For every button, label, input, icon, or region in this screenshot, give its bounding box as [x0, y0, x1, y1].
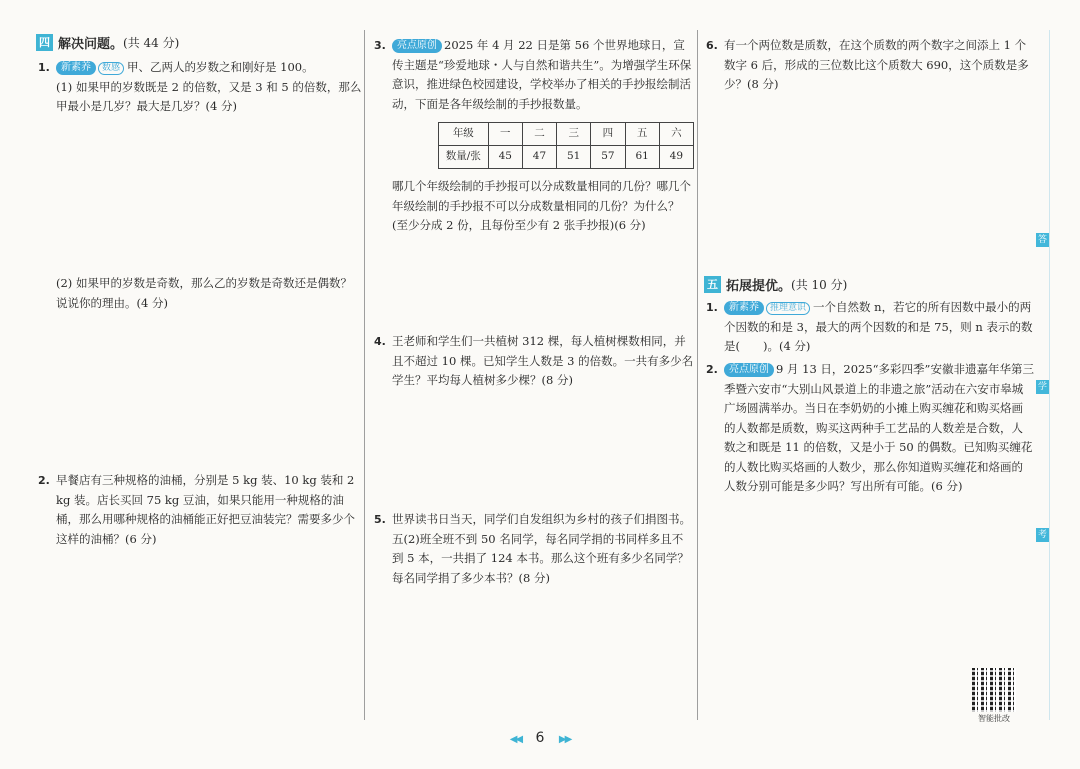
question-2-text: 早餐店有三种规格的油桶，分别是 5 kg 装、10 kg 装和 2 kg 装。店长买回 75 kg 豆油，如果只能用一种规格的油桶，那么用哪种规格的油桶能正好把豆油装完？需要多少个这样的油桶？(6 分) — [56, 473, 355, 546]
question-5-text: 世界读书日当天，同学们自发组织为乡村的孩子们捐图书。五(2)班全班不到 50 名同学，每名同学捐的书同样多且不到 5 本，一共捐了 124 本书。那么这个班有多少名同学？每名同学捐了多少本书？(8 分) — [392, 512, 691, 585]
drawing-count-table — [438, 122, 694, 169]
table-row-label: 数量/张 — [439, 146, 489, 169]
table-cell: 57 — [591, 146, 625, 169]
question-4 — [372, 332, 694, 391]
page-number: 6 — [535, 730, 545, 746]
table-cell: 45 — [488, 146, 522, 169]
next-page-arrow-icon: ▶▶ — [558, 734, 571, 745]
section-5-number: 五 — [704, 276, 721, 293]
question-5-2-number: 2. — [706, 363, 718, 376]
table-cell: 一 — [488, 123, 522, 146]
section-4-number: 四 — [36, 34, 53, 51]
question-6-text: 有一个两位数是质数，在这个质数的两个数字之间添上 1 个数字 6 后，形成的三位数比这个质数大 690，这个质数是多少？(8 分) — [724, 38, 1029, 91]
section-5-header — [704, 272, 847, 296]
question-3 — [372, 36, 694, 236]
question-3-text: 2025 年 4 月 22 日是第 56 个世界地球日，宣传主题是“珍爱地球・人与自然和谐共生”。为增强学生环保意识，推进绿色校园建设，学校举办了相关的手抄报绘制活动，下面是各年级绘制的手抄报数量。 — [392, 38, 692, 111]
question-6-number: 6. — [706, 39, 718, 52]
question-1-part-2: (2) 如果甲的岁数是奇数，那么乙的岁数是奇数还是偶数？说说你的理由。(4 分) — [56, 276, 352, 310]
table-cell: 51 — [557, 146, 591, 169]
question-5-2-tag: 亮点原创 — [724, 363, 774, 377]
table-row — [439, 146, 694, 169]
section-4-header — [36, 30, 179, 54]
table-cell: 47 — [522, 146, 556, 169]
page-footer — [0, 730, 1080, 746]
qr-code[interactable] — [972, 668, 1016, 712]
column-3 — [704, 30, 1034, 720]
question-2 — [36, 471, 362, 549]
table-cell: 61 — [625, 146, 659, 169]
question-5-1-subtag: 推理意识 — [766, 302, 810, 315]
question-3-question: 哪几个年级绘制的手抄报可以分成数量相同的几份？哪几个年级绘制的手抄报不可以分成数量相同的几份？为什么？(至少分成 2 份，且每份至少有 2 张手抄报)(6 分) — [392, 179, 691, 232]
question-2-number: 2. — [38, 474, 50, 487]
column-divider-2 — [697, 30, 698, 720]
question-1-text: 甲、乙两人的岁数之和刚好是 100。 — [127, 60, 314, 74]
column-divider-1 — [364, 30, 365, 720]
table-cell: 二 — [522, 123, 556, 146]
table-header-row — [439, 123, 694, 146]
question-4-text: 王老师和学生们一共植树 312 棵，每人植树棵数相同，并且不超过 10 棵。已知学生人数是 3 的倍数。一共有多少名学生？平均每人植树多少棵？(8 分) — [392, 334, 694, 387]
table-cell: 三 — [557, 123, 591, 146]
question-5-number: 5. — [374, 513, 386, 526]
column-2 — [372, 30, 694, 720]
table-cell: 六 — [659, 123, 693, 146]
section-5-points: (共 10 分) — [791, 277, 848, 292]
question-4-number: 4. — [374, 335, 386, 348]
question-5-1-text: 一个自然数 n，若它的所有因数中最小的两个因数的和是 3，最大的两个因数的和是 75，则 n 表示的数是( )。(4 分) — [724, 300, 1033, 353]
section-4-title: 解决问题。 — [58, 36, 124, 52]
question-5-2 — [704, 360, 1034, 497]
question-5-1-tag: 新素养 — [724, 301, 764, 315]
question-5 — [372, 510, 694, 588]
question-1-subtag: 数感 — [98, 62, 124, 75]
table-cell: 四 — [591, 123, 625, 146]
question-5-2-text: 9 月 13 日，2025“多彩四季”安徽非遗嘉年华第三季暨六安市“大别山风景道上的非遗之旅”活动在六安市皋城广场圆满举办。当日在李奶奶的小摊上购买缠花和购买烙画的人数都是质数，购买这两种手工艺品的人数差是合数，人数之和既是 11 的倍数，又是小于 50 的偶数。已知购买缠花的人数比购买烙画的人数少，那么你知道购买缠花和烙画的人数分别可能是多少吗？写出所有可能。(6 分) — [724, 362, 1034, 493]
question-3-number: 3. — [374, 39, 386, 52]
prev-page-arrow-icon: ◀◀ — [509, 734, 522, 745]
qr-label: 智能批改 — [978, 714, 1010, 723]
table-cell: 五 — [625, 123, 659, 146]
side-guide-line — [1049, 30, 1050, 720]
table-header-label: 年级 — [439, 123, 489, 146]
question-3-tag: 亮点原创 — [392, 39, 442, 53]
question-6 — [704, 36, 1034, 95]
table-cell: 49 — [659, 146, 693, 169]
question-1-tag: 新素养 — [56, 61, 96, 75]
side-tab-3: 考 — [1037, 530, 1047, 540]
side-tab-1: 答 — [1037, 235, 1047, 245]
section-5-title: 拓展提优。 — [726, 278, 792, 294]
column-1 — [36, 30, 362, 720]
question-1-part-1: (1) 如果甲的岁数既是 2 的倍数，又是 3 和 5 的倍数，那么甲最小是几岁？最大是几岁？(4 分) — [56, 79, 362, 113]
question-5-1-number: 1. — [706, 301, 718, 314]
question-5-1 — [704, 298, 1034, 357]
question-1-number: 1. — [38, 61, 50, 74]
section-4-points: (共 44 分) — [123, 35, 180, 50]
question-1-part-2-block — [36, 274, 362, 313]
side-tab-2: 学 — [1037, 382, 1047, 392]
question-1 — [36, 58, 362, 117]
